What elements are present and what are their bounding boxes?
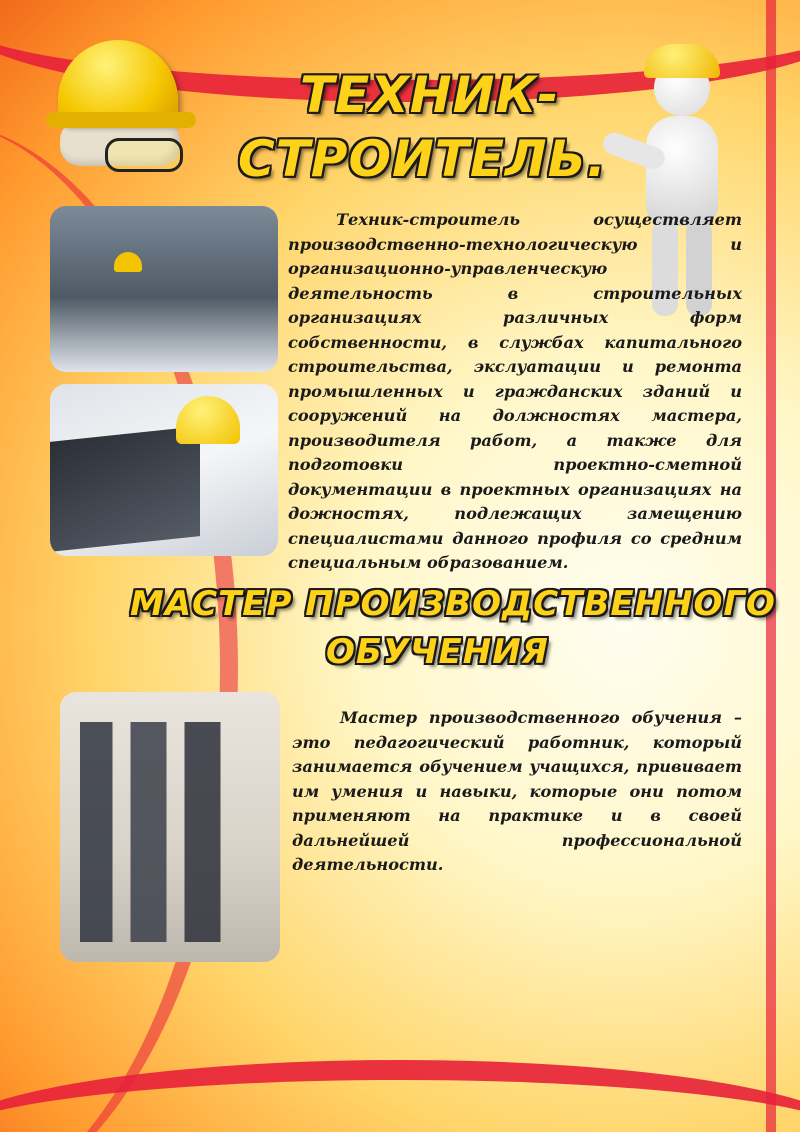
people-silhouettes <box>80 722 260 942</box>
master-description: Мастер производственного обучения – это педагогический работник, который занимается обучением учащихся, прививает им умения и навыки, которые они потом применяют на практике и в своей дальнейшей профессиональной деятельности. <box>292 708 742 874</box>
hardhat-icon <box>176 396 240 444</box>
technician-description: Техник-строитель осуществляет производственно-технологическую и организационно-управленческую деятельность в строительных организациях различных форм собственности, в службах капитального строительства, экслуатации и ремонта промышленных и гражданских зданий и сооружений на должностях мастера, производителя работ, а также для подготовки проектно-сметной документации в проектных организациях на дожностях, подлежащих замещению специалистами данного профиля со средним специальным образованием. <box>288 210 742 572</box>
title-line-1: ТЕХНИК- <box>300 66 560 124</box>
photo-hardhat-icon <box>114 252 142 272</box>
photo-engineers-at-site <box>50 206 278 372</box>
section2-title-line-2: ОБУЧЕНИЯ <box>326 632 549 672</box>
section2-title-line-1: МАСТЕР ПРОИЗВОДСТВЕННОГО <box>130 584 776 624</box>
safety-glasses-icon <box>105 138 183 172</box>
photo-laptop-hardhat-blueprints <box>50 384 278 556</box>
photo-training-group <box>60 692 280 962</box>
laptop-icon <box>50 426 200 552</box>
figure-hardhat-icon <box>644 44 720 78</box>
title-line-2: СТРОИТЕЛЬ. <box>238 130 607 188</box>
helmet-brim-icon <box>46 112 196 128</box>
